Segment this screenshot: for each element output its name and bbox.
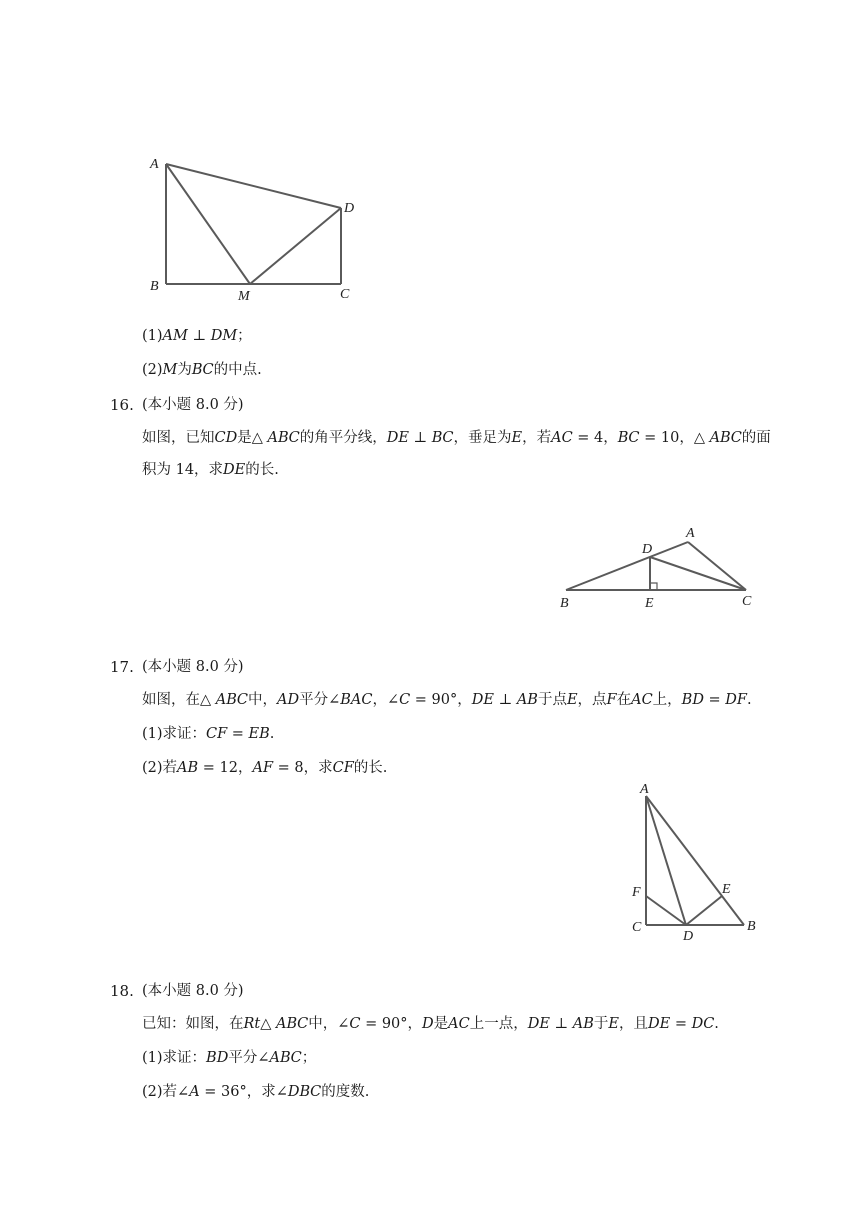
label-b: B: [150, 279, 159, 294]
label-e: E: [722, 882, 731, 897]
segment-fd: [646, 896, 686, 925]
figure-quadrilateral-abcd: [140, 150, 380, 310]
segment-dc: [650, 557, 746, 590]
q18-line1: 已知：如图，在𝑅𝑡△ 𝐴𝐵𝐶中，∠𝐶 = 90°，𝐷是𝐴𝐶上一点，𝐷𝐸 ⊥ 𝐴𝐵于𝐸，且𝐷𝐸 = 𝐷𝐶.: [142, 1016, 719, 1032]
segment-ac: [688, 542, 746, 590]
q16-number: 16.: [110, 396, 134, 414]
label-d: D: [642, 542, 653, 557]
label-b: B: [747, 919, 756, 934]
q17-part2: (2)若𝐴𝐵 = 12，𝐴𝐹 = 8，求𝐶𝐹的长.: [142, 760, 388, 776]
label-a: A: [640, 782, 649, 797]
q15-part2: (2)𝑀为𝐵𝐶的中点.: [142, 362, 262, 378]
q18-part1: (1)求证：𝐵𝐷平分∠𝐴𝐵𝐶；: [142, 1050, 317, 1066]
q18-score: (本小题 8.0 分): [142, 983, 244, 999]
q17-score: (本小题 8.0 分): [142, 659, 244, 675]
label-m: M: [238, 289, 250, 304]
figure-triangle-q17: [625, 778, 765, 943]
right-angle-mark: [650, 583, 657, 590]
label-d: D: [344, 201, 355, 216]
q17-part1: (1)求证：𝐶𝐹 = 𝐸𝐵.: [142, 726, 275, 742]
label-c: C: [742, 594, 752, 609]
label-d: D: [683, 929, 694, 944]
segment-dm: [250, 208, 341, 284]
label-c: C: [632, 920, 642, 935]
label-e: E: [645, 596, 654, 611]
q16-score: (本小题 8.0 分): [142, 397, 244, 413]
q16-line1: 如图，已知𝐶𝐷是△ 𝐴𝐵𝐶的角平分线，𝐷𝐸 ⊥ 𝐵𝐶，垂足为𝐸，若𝐴𝐶 = 4，𝐵𝐶 = 10，△ 𝐴𝐵𝐶的面: [142, 430, 771, 446]
q16-line2: 积为 14，求𝐷𝐸的长.: [142, 462, 279, 478]
segment-ab: [566, 542, 688, 590]
label-c: C: [340, 287, 350, 302]
label-f: F: [632, 885, 641, 900]
label-a: A: [150, 157, 159, 172]
segment-ad: [646, 796, 686, 925]
figure-triangle-q16: [550, 520, 770, 615]
q17-line1: 如图，在△ 𝐴𝐵𝐶中，𝐴𝐷平分∠𝐵𝐴𝐶，∠𝐶 = 90°，𝐷𝐸 ⊥ 𝐴𝐵于点𝐸，点𝐹在𝐴𝐶上，𝐵𝐷 = 𝐷𝐹.: [142, 692, 752, 708]
segment-de: [686, 896, 722, 925]
q18-number: 18.: [110, 982, 134, 1000]
q17-number: 17.: [110, 658, 134, 676]
q18-part2: (2)若∠𝐴 = 36°，求∠𝐷𝐵𝐶的度数.: [142, 1084, 370, 1100]
label-a: A: [686, 526, 695, 541]
label-b: B: [560, 596, 569, 611]
q15-part1: (1)𝐴𝑀 ⊥ 𝐷𝑀；: [142, 328, 252, 344]
